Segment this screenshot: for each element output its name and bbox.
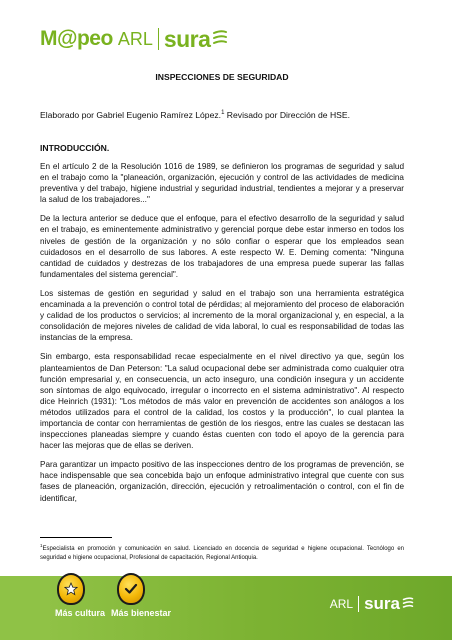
document-title: INSPECCIONES DE SEGURIDAD <box>155 72 289 82</box>
footnote-number: 1 <box>40 543 43 548</box>
footnote-text: Especialista en promoción y comunicación en salud. Licenciado en docencia de seguridad e higiene ocupacional. Tecnólogo en seguridad e higiene ocupacional, Profesional de capacitación, Regional Antioquia. <box>40 546 404 561</box>
paragraph-2: De la lectura anterior se deduce que el enfoque, para el efectivo desarrollo de la seguridad y salud en el trabajo, es eminentemente administrativo y gerencial porque debe estar inmerso en todos los niveles de gestión de la organización y no sólo confiar o esperar que los empleados sean cuidadosos en el desarrollo de sus labores. A este respecto W. E. Deming comenta: "Ninguna cantidad de cuidados y destrezas de los trabajadores de una empresa puede superar las fallas fundamentales del sistema gerencial". <box>40 214 404 279</box>
footnote-divider <box>40 537 112 538</box>
footer-logo-divider <box>358 596 359 612</box>
logo-mapeo-text: M@peo <box>40 27 113 50</box>
logo-divider <box>158 28 159 50</box>
sura-swoosh-icon <box>212 29 228 49</box>
logo-sura-text: sura <box>163 25 211 52</box>
section-heading: INTRODUCCIÓN. <box>40 143 110 153</box>
star-icon <box>64 582 78 596</box>
wellbeing-badge-icon <box>117 573 145 605</box>
check-icon <box>124 582 138 596</box>
footer-label-wellbeing: Más bienestar <box>111 608 172 618</box>
author-name: Elaborado por Gabriel Eugenio Ramírez López. <box>40 110 222 120</box>
footnote <box>40 542 404 563</box>
footer-logo-arl: ARL <box>329 597 354 611</box>
footer-logo-sura: sura <box>364 594 400 613</box>
author-line <box>40 110 404 120</box>
footer-left-tab <box>0 576 40 640</box>
author-suffix: Revisado por Dirección de HSE. <box>224 110 351 120</box>
header-logo <box>40 24 228 54</box>
paragraph-1: En el artículo 2 de la Resolución 1016 de 1989, se definieron los programas de seguridad y salud en el trabajo como la "planeación, organización, ejecución y control de las actividades de medicina preventiva y del trabajo, higiene industrial y seguridad industrial, tendientes a mejorar y a preservar la salud de los trabajadores..." <box>40 162 404 205</box>
footer-swoosh-icon <box>402 596 414 612</box>
document-body <box>40 62 404 504</box>
culture-badge-icon <box>57 573 85 605</box>
paragraph-3: Los sistemas de gestión en seguridad y salud en el trabajo son una herramienta estratégica encaminada a la prevención o control total de pérdidas; al mejoramiento del proceso de elaboración y calidad de los productos o servicios; al incremento de la moral organizacional y, en especial, a la consolidación de mejores niveles de calidad de vida laboral, lo cual es responsabilidad de todas las instancias de la empresa. <box>40 288 404 343</box>
footer-logo <box>330 594 414 614</box>
footer-label-culture: Más cultura <box>55 608 106 618</box>
logo-arl-text: ARL <box>117 28 153 49</box>
paragraph-5: Para garantizar un impacto positivo de las inspecciones dentro de los programas de prevención, se hace indispensable que sea concebida bajo un enfoque administrativo integral que cuente con sus fases de planeación, organización, dirección, ejecución y retroalimentación o control, con el fin de identificar, <box>40 460 404 503</box>
author-footnote-ref: 1 <box>221 110 225 117</box>
paragraph-4: Sin embargo, esta responsabilidad recae especialmente en el nivel directivo ya que, según los planteamientos de Dan Peterson: "La salud ocupacional debe ser administrada como cualquier otra función empresarial y, en consecuencia, un acto inseguro, una condición insegura y un accidente son síntomas de algo equivocado, irregular o incorrecto en el sistema administrativo". Al respecto dice Heinrich (1931): "Los métodos de más valor en prevención de accidentes son análogos a los métodos utilizados para el control de la calidad, los costos y la producción", lo cual plantea la importancia de contar con herramientas de gestión de los riesgos, entre las cuales se destacan las inspecciones planeadas siempre y cuando éstas cuenten con todo el apoyo de la gerencia para hacer las mejoras que de ellas se deriven. <box>40 352 404 451</box>
